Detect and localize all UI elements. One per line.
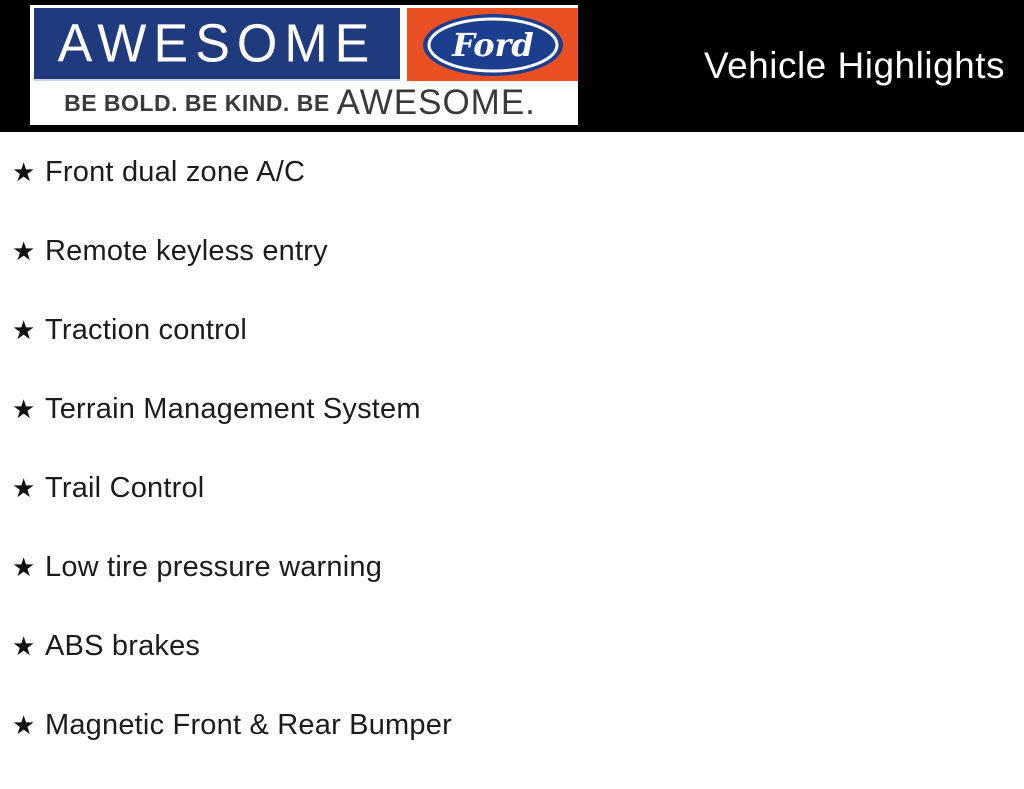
dealer-name-block bbox=[34, 8, 400, 81]
star-bullet-icon: ★ bbox=[12, 631, 36, 661]
tagline-prefix-text: BE BOLD. BE KIND. BE bbox=[64, 89, 330, 116]
star-bullet-icon: ★ bbox=[12, 394, 36, 424]
highlights-section bbox=[0, 132, 1024, 789]
highlight-item bbox=[12, 394, 1024, 424]
highlights-list bbox=[0, 132, 1024, 740]
highlight-item bbox=[12, 710, 1024, 740]
star-bullet-icon: ★ bbox=[12, 236, 36, 266]
dealer-logo bbox=[30, 5, 578, 125]
highlight-item-label: Terrain Management System bbox=[45, 392, 421, 425]
trademark-symbol: ™ bbox=[535, 73, 548, 85]
highlight-item bbox=[12, 315, 1024, 345]
highlight-item-label: ABS brakes bbox=[45, 629, 201, 662]
highlight-item bbox=[12, 631, 1024, 661]
highlight-item bbox=[12, 473, 1024, 503]
highlight-item-label: Traction control bbox=[45, 313, 247, 346]
page-title: Vehicle Highlights bbox=[703, 45, 1005, 86]
highlight-item bbox=[12, 552, 1024, 582]
star-bullet-icon: ★ bbox=[12, 710, 36, 740]
highlight-item-label: Remote keyless entry bbox=[45, 234, 328, 267]
tagline-emphasis-text: AWESOME.™ bbox=[336, 73, 548, 122]
ford-logo-block bbox=[407, 8, 578, 81]
star-bullet-icon: ★ bbox=[12, 552, 36, 582]
highlight-item bbox=[12, 157, 1024, 187]
header-bar bbox=[0, 0, 1024, 132]
dealer-tagline bbox=[34, 73, 578, 125]
highlight-item-label: Front dual zone A/C bbox=[45, 155, 306, 188]
logo-top-row bbox=[34, 8, 578, 81]
highlight-item-label: Low tire pressure warning bbox=[45, 550, 383, 583]
highlight-item bbox=[12, 236, 1024, 266]
logo-divider bbox=[400, 8, 407, 81]
dealer-name-text: AWESOME bbox=[57, 13, 377, 74]
star-bullet-icon: ★ bbox=[12, 473, 36, 503]
highlight-item-label: Magnetic Front & Rear Bumper bbox=[45, 708, 452, 741]
ford-script-text: Ford bbox=[451, 25, 534, 64]
ford-oval-icon bbox=[422, 13, 564, 77]
star-bullet-icon: ★ bbox=[12, 315, 36, 345]
star-bullet-icon: ★ bbox=[12, 157, 36, 187]
highlight-item-label: Trail Control bbox=[45, 471, 205, 504]
